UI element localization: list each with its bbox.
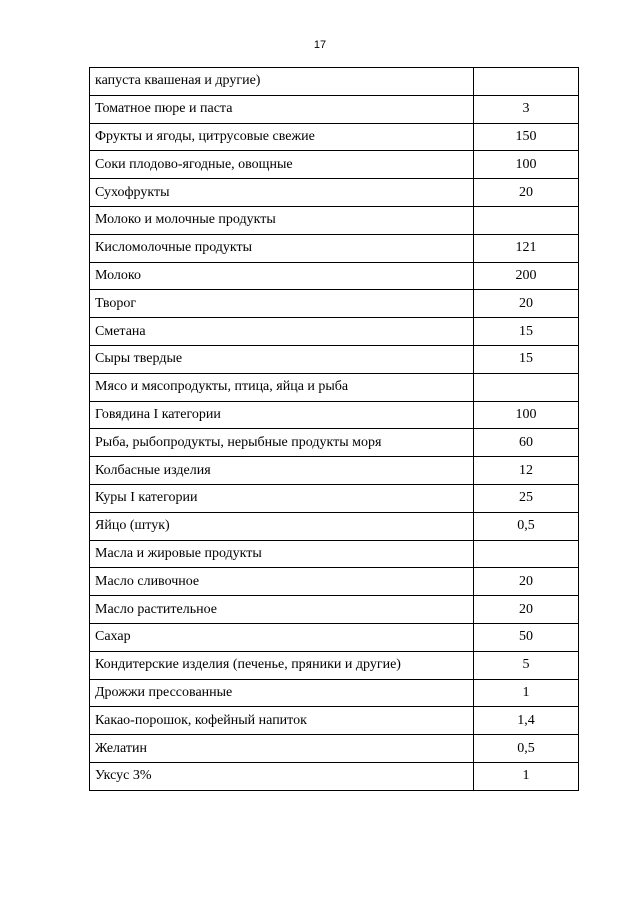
table-row: [90, 206, 579, 234]
product-name-cell: Творог: [90, 290, 474, 318]
quantity-cell: 100: [474, 151, 579, 179]
table-row: [90, 651, 579, 679]
quantity-cell: 1: [474, 679, 579, 707]
table-row: [90, 735, 579, 763]
product-name-cell: Сыры твердые: [90, 345, 474, 373]
product-name-cell: капуста квашеная и другие): [90, 68, 474, 96]
quantity-cell: 12: [474, 457, 579, 485]
product-name-cell: Сметана: [90, 318, 474, 346]
table-row: [90, 401, 579, 429]
product-name-cell: Дрожжи прессованные: [90, 679, 474, 707]
table-row: [90, 679, 579, 707]
product-name-cell: Говядина I категории: [90, 401, 474, 429]
product-name-cell: Куры I категории: [90, 484, 474, 512]
quantity-cell: 20: [474, 290, 579, 318]
table-row: [90, 234, 579, 262]
product-name-cell: Какао-порошок, кофейный напиток: [90, 707, 474, 735]
quantity-cell: 25: [474, 484, 579, 512]
table-row: [90, 596, 579, 624]
quantity-cell: [474, 206, 579, 234]
product-name-cell: Масла и жировые продукты: [90, 540, 474, 568]
product-name-cell: Колбасные изделия: [90, 457, 474, 485]
product-name-cell: Желатин: [90, 735, 474, 763]
product-name-cell: Томатное пюре и паста: [90, 95, 474, 123]
product-name-cell: Соки плодово-ягодные, овощные: [90, 151, 474, 179]
product-name-cell: Масло сливочное: [90, 568, 474, 596]
table-row: [90, 318, 579, 346]
table-row: [90, 151, 579, 179]
table-row: [90, 345, 579, 373]
table-row: [90, 95, 579, 123]
quantity-cell: 1,4: [474, 707, 579, 735]
table-row: [90, 262, 579, 290]
table-row: [90, 568, 579, 596]
quantity-cell: 20: [474, 596, 579, 624]
table-row: [90, 707, 579, 735]
product-name-cell: Кондитерские изделия (печенье, пряники и другие): [90, 651, 474, 679]
quantity-cell: 121: [474, 234, 579, 262]
quantity-cell: 3: [474, 95, 579, 123]
quantity-cell: 15: [474, 345, 579, 373]
table-row: [90, 484, 579, 512]
quantity-cell: 100: [474, 401, 579, 429]
quantity-cell: 15: [474, 318, 579, 346]
table-row: [90, 179, 579, 207]
table-row: [90, 290, 579, 318]
table-row: [90, 457, 579, 485]
table-row: [90, 512, 579, 540]
quantity-cell: 150: [474, 123, 579, 151]
product-name-cell: Сахар: [90, 623, 474, 651]
quantity-cell: 1: [474, 762, 579, 790]
product-name-cell: Кисломолочные продукты: [90, 234, 474, 262]
page-number: 17: [313, 39, 327, 51]
quantity-cell: [474, 68, 579, 96]
quantity-cell: 50: [474, 623, 579, 651]
quantity-cell: [474, 540, 579, 568]
quantity-cell: [474, 373, 579, 401]
quantity-cell: 0,5: [474, 735, 579, 763]
product-name-cell: Масло растительное: [90, 596, 474, 624]
table-row: [90, 623, 579, 651]
table-row: [90, 123, 579, 151]
table-body: [90, 68, 579, 791]
product-name-cell: Яйцо (штук): [90, 512, 474, 540]
table-row: [90, 762, 579, 790]
table-row: [90, 68, 579, 96]
product-name-cell: Рыба, рыбопродукты, нерыбные продукты моря: [90, 429, 474, 457]
product-name-cell: Мясо и мясопродукты, птица, яйца и рыба: [90, 373, 474, 401]
product-name-cell: Молоко и молочные продукты: [90, 206, 474, 234]
food-norms-table: [89, 67, 579, 791]
table-row: [90, 373, 579, 401]
product-name-cell: Фрукты и ягоды, цитрусовые свежие: [90, 123, 474, 151]
quantity-cell: 0,5: [474, 512, 579, 540]
product-name-cell: Сухофрукты: [90, 179, 474, 207]
table-row: [90, 540, 579, 568]
quantity-cell: 60: [474, 429, 579, 457]
quantity-cell: 20: [474, 179, 579, 207]
quantity-cell: 200: [474, 262, 579, 290]
quantity-cell: 20: [474, 568, 579, 596]
product-name-cell: Молоко: [90, 262, 474, 290]
quantity-cell: 5: [474, 651, 579, 679]
product-name-cell: Уксус 3%: [90, 762, 474, 790]
table-row: [90, 429, 579, 457]
